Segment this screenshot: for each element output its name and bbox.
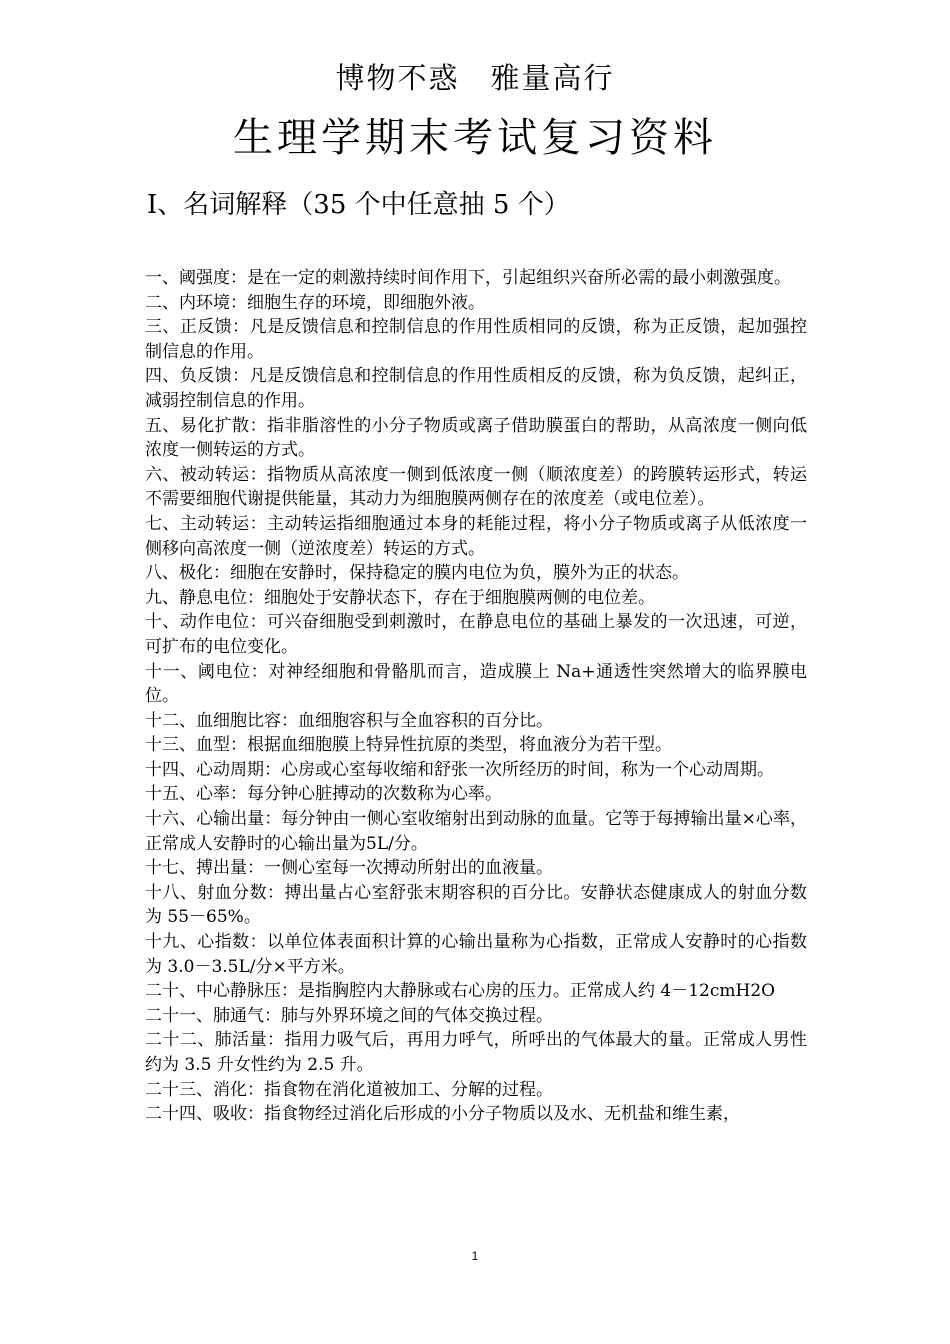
definition-item: 二十二、肺活量：指用力吸气后，再用力呼气，所呼出的气体最大的量。正常成人男性约为 3.5 升女性约为 2.5 升。 bbox=[145, 1030, 807, 1075]
definition-item: 十八、射血分数：搏出量占心室舒张末期容积的百分比。安静状态健康成人的射血分数为 55－65%。 bbox=[145, 882, 807, 928]
definition-item: 十二、血细胞比容：血细胞容积与全血容积的百分比。 bbox=[145, 710, 553, 731]
definition-item: 十一、阈电位：对神经细胞和骨骼肌而言，造成膜上 Na+通透性突然增大的临界膜电位。 bbox=[145, 661, 807, 707]
definition-list bbox=[145, 266, 807, 1127]
definition-item: 十三、血型：根据血细胞膜上特异性抗原的类型，将血液分为若干型。 bbox=[145, 735, 672, 756]
definition-item: 十九、心指数：以单位体表面积计算的心输出量称为心指数，正常成人安静时的心指数为 3.0－3.5L/分×平方米。 bbox=[145, 932, 807, 977]
definition-item: 十、动作电位：可兴奋细胞受到刺激时，在静息电位的基础上暴发的一次迅速，可逆，可扩布的电位变化。 bbox=[145, 612, 807, 657]
definition-item: 七、主动转运：主动转运指细胞通过本身的耗能过程，将小分子物质或离子从低浓度一侧移向高浓度一侧（逆浓度差）转运的方式。 bbox=[145, 513, 807, 559]
section-heading: Ⅰ、名词解释（35 个中任意抽 5 个） bbox=[147, 190, 570, 220]
definition-item: 二十四、吸收：指食物经过消化后形成的小分子物质以及水、无机盐和维生素， bbox=[145, 1104, 740, 1125]
definition-item: 二、内环境：细胞生存的环境，即细胞外液。 bbox=[145, 292, 485, 313]
definition-item: 三、正反馈：凡是反馈信息和控制信息的作用性质相同的反馈，称为正反馈，起加强控制信息的作用。 bbox=[145, 317, 807, 362]
definition-item: 十七、搏出量：一侧心室每一次搏动所射出的血液量。 bbox=[145, 858, 553, 879]
definition-item: 八、极化：细胞在安静时，保持稳定的膜内电位为负，膜外为正的状态。 bbox=[145, 563, 689, 584]
page-number: 1 bbox=[471, 1249, 479, 1263]
document-title: 生理学期末考试复习资料 bbox=[233, 115, 717, 161]
motto-header: 博物不惑 雅量高行 bbox=[335, 61, 615, 95]
definition-item: 九、静息电位：细胞处于安静状态下，存在于细胞膜两侧的电位差。 bbox=[145, 587, 655, 608]
definition-item: 二十三、消化：指食物在消化道被加工、分解的过程。 bbox=[145, 1079, 553, 1100]
definition-item: 二十、中心静脉压：是指胸腔内大静脉或右心房的压力。正常成人约 4－12cmH2O bbox=[145, 981, 776, 1002]
definition-item: 六、被动转运：指物质从高浓度一侧到低浓度一侧（顺浓度差）的跨膜转运形式，转运不需要细胞代谢提供能量，其动力为细胞膜两侧存在的浓度差（或电位差）。 bbox=[145, 464, 807, 510]
definition-item: 四、负反馈：凡是反馈信息和控制信息的作用性质相反的反馈，称为负反馈，起纠正，减弱控制信息的作用。 bbox=[145, 366, 807, 411]
definition-item: 十五、心率：每分钟心脏搏动的次数称为心率。 bbox=[145, 784, 502, 805]
definition-item: 十四、心动周期：心房或心室每收缩和舒张一次所经历的时间，称为一个心动周期。 bbox=[145, 759, 774, 780]
definition-item: 二十一、肺通气：肺与外界环境之间的气体交换过程。 bbox=[145, 1005, 553, 1026]
definition-item: 一、阈强度：是在一定的刺激持续时间作用下，引起组织兴奋所必需的最小刺激强度。 bbox=[145, 268, 791, 288]
definition-item: 十六、心输出量：每分钟由一侧心室收缩射出到动脉的血量。它等于每搏输出量×心率，正常成人安静时的心输出量为5L/分。 bbox=[145, 809, 807, 854]
definition-item: 五、易化扩散：指非脂溶性的小分子物质或离子借助膜蛋白的帮助，从高浓度一侧向低浓度一侧转运的方式。 bbox=[145, 415, 807, 461]
